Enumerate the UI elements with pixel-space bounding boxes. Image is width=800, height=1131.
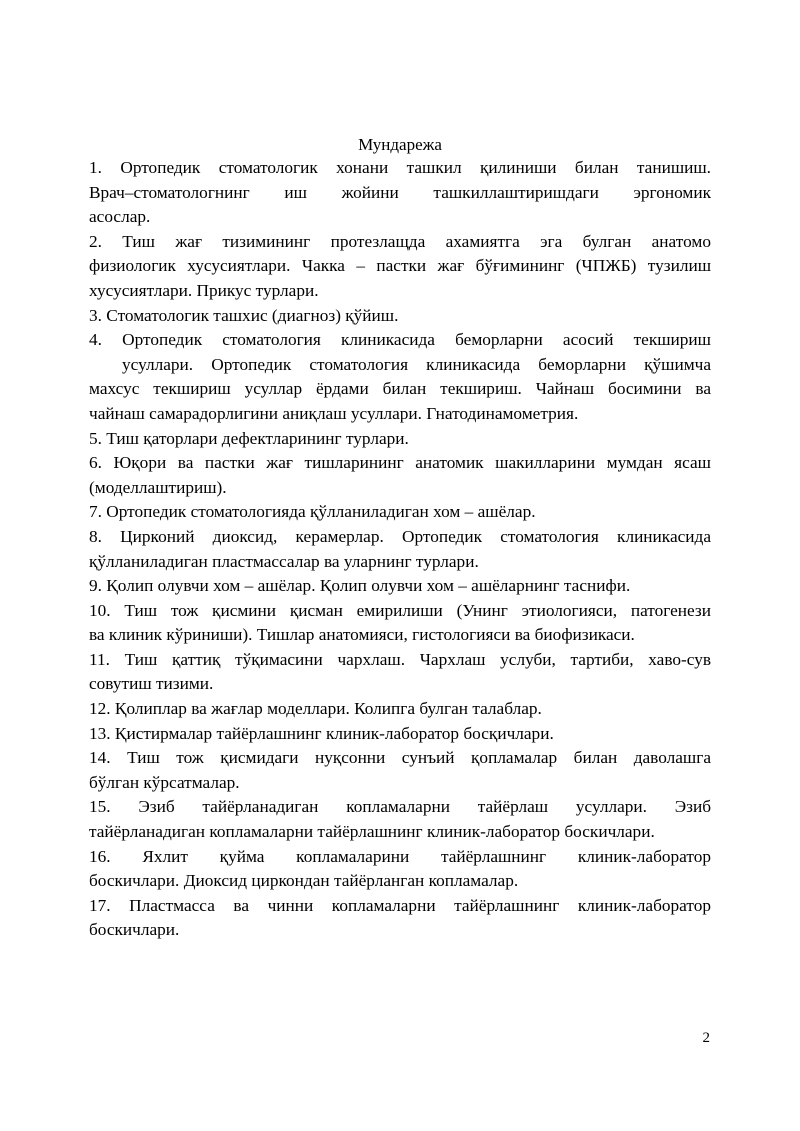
toc-item xyxy=(89,746,711,795)
toc-item xyxy=(89,304,711,329)
toc-item-line: ва клиник кўриниши). Тишлар анатомияси, гистологияси ва биофизикаси. xyxy=(89,625,635,645)
toc-item xyxy=(89,500,711,525)
toc-item-line: 4. Ортопедик стоматология клиникасида беморларни асосий текшириш xyxy=(89,330,711,350)
toc-item-line: 3. Стоматологик ташхис (диагноз) қўйиш. xyxy=(89,305,399,325)
toc-item-line: 17. Пластмасса ва чинни копламаларни тайёрлашнинг клиник-лаборатор xyxy=(89,895,711,915)
toc-item xyxy=(89,599,711,648)
toc-item-line: совутиш тизими. xyxy=(89,674,214,694)
toc-item xyxy=(89,894,711,943)
toc-item xyxy=(89,648,711,697)
toc-item-line: 9. Қолип олувчи хом – ашёлар. Қолип олувчи хом – ашёларнинг таснифи. xyxy=(89,576,631,596)
page-number: 2 xyxy=(702,1030,710,1046)
toc-item-line: (моделлаштириш). xyxy=(89,477,227,497)
toc-item-line: 15. Эзиб тайёрланадиган копламаларни тайёрлаш усуллари. Эзиб xyxy=(89,797,711,817)
toc-item-line: қўлланиладиган пластмассалар ва уларнинг турлари. xyxy=(89,551,479,571)
toc-item-line: 14. Тиш тож қисмидаги нуқсонни сунъий қопламалар билан даволашга xyxy=(89,748,711,768)
table-of-contents xyxy=(89,156,711,943)
toc-item-line: Врач–стоматологнинг иш жойини ташкиллаштиришдаги эргономик xyxy=(89,182,711,202)
toc-item-line: чайнаш самарадорлигини аниқлаш усуллари. Гнатодинамометрия. xyxy=(89,403,579,423)
toc-item-line: боскичлари. xyxy=(89,920,180,940)
toc-item-line: 2. Тиш жағ тизимининг протезлащда ахамиятга эга булган анатомо xyxy=(89,231,711,251)
toc-item-line: 12. Қолиплар ва жағлар моделлари. Колипга булган талаблар. xyxy=(89,699,542,719)
toc-item xyxy=(89,574,711,599)
toc-item xyxy=(89,156,711,230)
toc-item-line: асослар. xyxy=(89,207,151,227)
toc-item xyxy=(89,451,711,500)
toc-item-line: 7. Ортопедик стоматологияда қўлланиладиган хом – ашёлар. xyxy=(89,502,536,522)
toc-item-line: усуллари. Ортопедик стоматология клиникасида беморларни қўшимча xyxy=(122,354,711,374)
toc-item-line: бўлган кўрсатмалар. xyxy=(89,772,240,792)
toc-item-line: тайёрланадиган копламаларни тайёрлашнинг клиник-лаборатор боскичлари. xyxy=(89,822,655,842)
toc-item xyxy=(89,328,711,426)
toc-item xyxy=(89,795,711,844)
toc-item xyxy=(89,230,711,304)
toc-item xyxy=(89,722,711,747)
page-title: Мундарежа xyxy=(358,135,442,154)
toc-item-line: 16. Яхлит қуйма копламаларини тайёрлашнинг клиник-лаборатор xyxy=(89,846,711,866)
toc-item-line: 1. Ортопедик стоматологик хонани ташкил қилиниши билан танишиш. xyxy=(89,158,711,177)
toc-item-line: 11. Тиш қаттиқ тўқимасини чархлаш. Чархлаш услуби, тартиби, хаво-сув xyxy=(89,649,711,669)
toc-item xyxy=(89,697,711,722)
toc-item-line: хусусиятлари. Прикус турлари. xyxy=(89,280,319,300)
toc-item-line: 5. Тиш қаторлари дефектларининг турлари. xyxy=(89,428,409,448)
toc-item-line: 13. Қистирмалар тайёрлашнинг клиник-лаборатор босқичлари. xyxy=(89,723,554,743)
toc-item-line: боскичлари. Диоксид циркондан тайёрланган копламалар. xyxy=(89,871,519,891)
toc-item-line: махсус текшириш усуллар ёрдами билан текшириш. Чайнаш босимини ва xyxy=(89,379,711,399)
toc-item xyxy=(89,525,711,574)
toc-item-line: 10. Тиш тож қисмини қисман емирилиши (Унинг этиологияси, патогенези xyxy=(89,600,711,620)
toc-item-line: физиологик хусусиятлари. Чакка – пастки жағ бўғимининг (ЧПЖБ) тузилиш xyxy=(89,256,711,276)
toc-item xyxy=(89,845,711,894)
toc-item-line: 8. Цирконий диоксид, керамерлар. Ортопедик стоматология клиникасида xyxy=(89,526,711,546)
toc-item-line: 6. Юқори ва пастки жағ тишларининг анатомик шакилларини мумдан ясаш xyxy=(89,453,711,473)
toc-item xyxy=(89,427,711,452)
